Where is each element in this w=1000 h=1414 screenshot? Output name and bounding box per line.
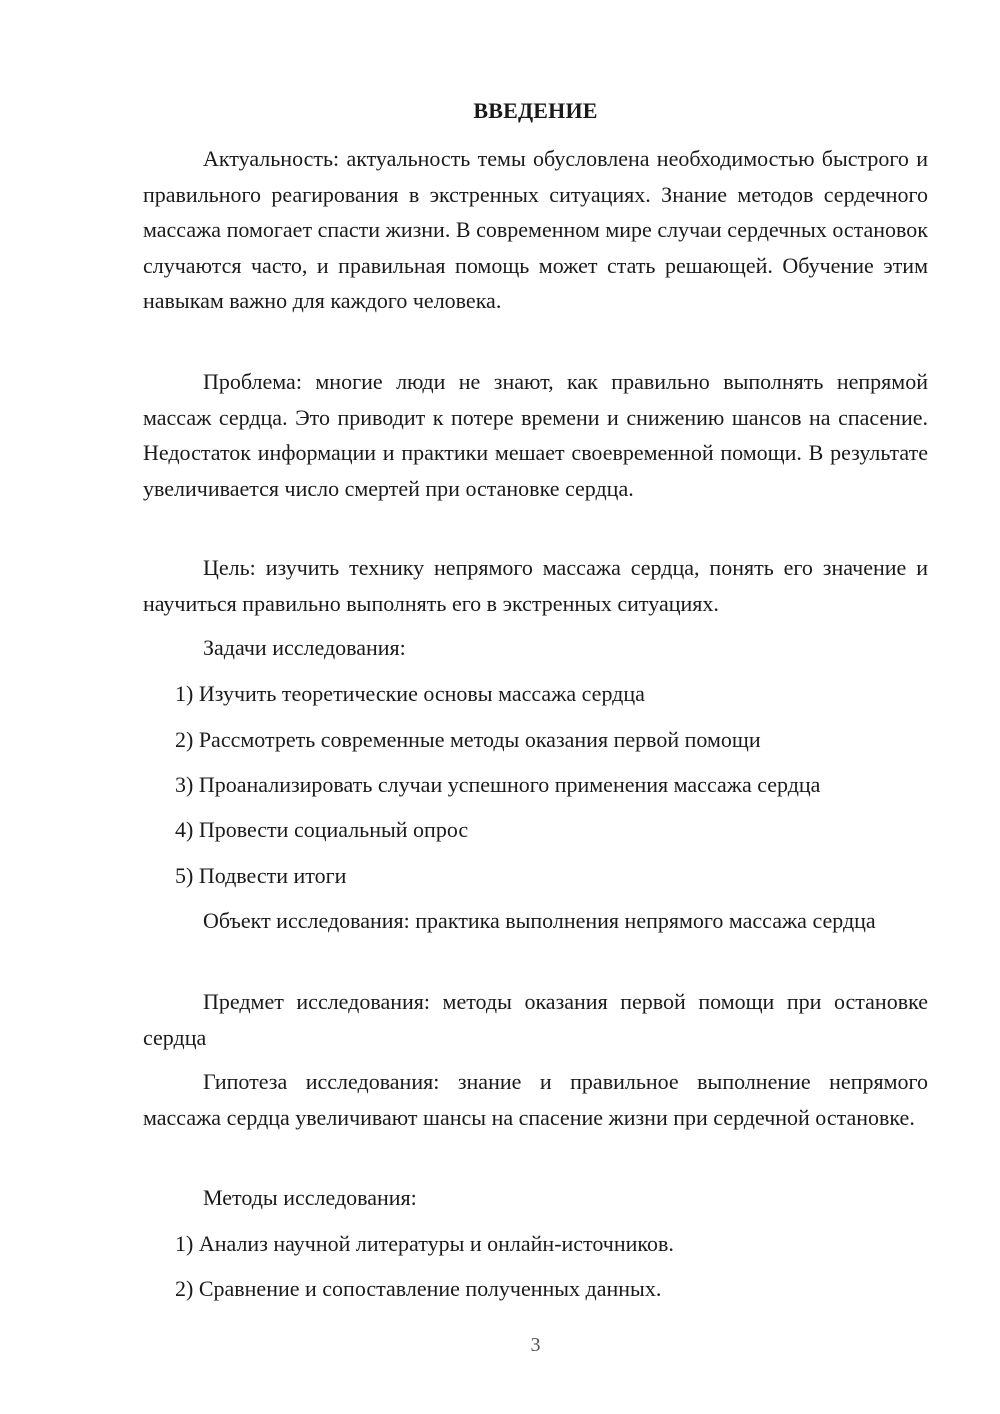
task-item: 5) Подвести итоги [175,863,347,888]
task-item: 2) Рассмотреть современные методы оказания первой помощи [175,727,761,752]
method-item: 2) Сравнение и сопоставление полученных данных. [175,1276,662,1301]
task-item: 4) Провести социальный опрос [175,817,469,842]
goal-paragraph: Цель: изучить технику непрямого массажа сердца, понять его значение и научиться правильно выполнять его в экстренных ситуациях. [143,555,928,616]
page-title: ВВЕДЕНИЕ [473,98,598,123]
tasks-label: Задачи исследования: [203,635,406,660]
problem-paragraph: Проблема: многие люди не знают, как правильно выполнять непрямой массаж сердца. Это приводит к потере времени и снижению шансов на спасение. Недостаток информации и практики мешает своевременной помощи. В результате увеличивается число смертей при остановке сердца. [143,369,928,501]
methods-label: Методы исследования: [203,1185,417,1210]
method-item: 1) Анализ научной литературы и онлайн-источников. [175,1231,674,1256]
hypothesis-paragraph: Гипотеза исследования: знание и правильное выполнение непрямого массажа сердца увеличивают шансы на спасение жизни при сердечной остановке. [143,1069,928,1130]
document-page [143,0,928,1414]
relevance-paragraph: Актуальность: актуальность темы обусловлена необходимостью быстрого и правильного реагирования в экстренных ситуациях. Знание методов сердечного массажа помогает спасти жизни. В современном мире случаи сердечных остановок случаются часто, и правильная помощь может стать решающей. Обучение этим навыкам важно для каждого человека. [143,146,928,313]
page-number: 3 [530,1334,541,1356]
task-item: 3) Проанализировать случаи успешного применения массажа сердца [175,772,821,797]
task-item: 1) Изучить теоретические основы массажа сердца [175,681,645,706]
subject-paragraph: Предмет исследования: методы оказания первой помощи при остановке сердца [143,989,928,1050]
object-paragraph: Объект исследования: практика выполнения непрямого массажа сердца [203,908,876,933]
